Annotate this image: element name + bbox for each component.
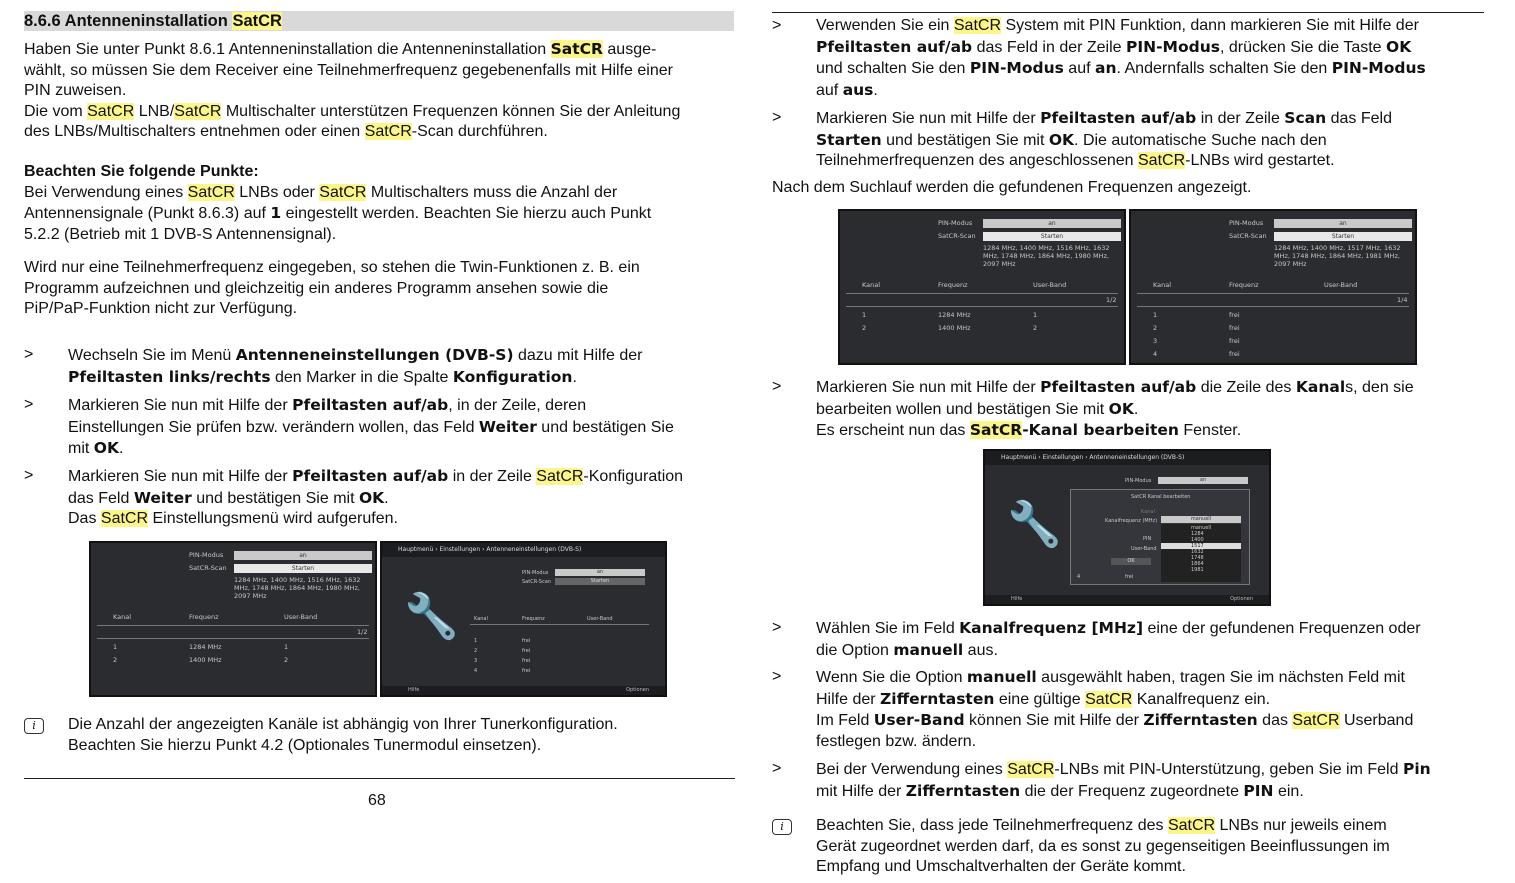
scan-label: SatCR-Scan <box>189 564 227 572</box>
step-item: > Wenn Sie die Option manuell ausgewählt haben, tragen Sie im nächsten Feld mit Hilfe der Zifferntasten eine gültige SatCR Kanalfrequenz ein. Im Feld User-Band können Sie mit Hilfe der Zifferntasten das SatCR Userband festlegen bzw. ändern. <box>772 668 1414 750</box>
screenshot-channel-edit: Hauptmenü › Einstellungen › Antenneneinstellungen (DVB-S) 🔧 PIN-Modus an SatCR Kanal bearbeiten Kanal Kanalfrequenz (MHz) manuell PIN User-Band OK manuell 1284 1400 1517 1632 1748 1864 1981 4 frei Hilfe Optionen <box>983 449 1271 606</box>
breadcrumb: Hauptmenü › Einstellungen › Antenneneinstellungen (DVB-S) <box>985 451 1269 465</box>
freq-text: 2097 MHz <box>234 592 267 600</box>
pin-mode-label: PIN-Modus <box>189 551 224 559</box>
table-cell: 2 <box>284 656 289 664</box>
info-note: i Die Anzahl der angezeigten Kanäle ist abhängig von Ihrer Tunerkonfiguration. Beachten Sie hierzu Punkt 4.2 (Optionales Tunermodul einsetzen). <box>24 715 739 756</box>
breadcrumb: Hauptmenü › Einstellungen › Antenneneinstellungen (DVB-S) <box>382 543 665 557</box>
table-cell: 1400 MHz <box>189 656 222 664</box>
paragraph-notes: Beachten Sie folgende Punkte: Bei Verwendung eines SatCR LNBs oder SatCR Multischalters muss die Anzahl der Antennensignale (Punkt 8.6.3) auf 1 eingestellt werden. Beachten Sie hierzu auch Punkt 5.2.2 (Betrieb mit 1 DVB-S Antennensignal). <box>24 163 652 243</box>
col-header: Frequenz <box>189 613 219 621</box>
paragraph-intro: Haben Sie unter Punkt 8.6.1 Antenneninstallation die Antenneninstallation SatCR ausge- wählt, so müssen Sie dem Receiver eine Teilnehmerfrequenz gegebenenfalls mit Hilfe einer PIN zuweisen. Die vom SatCR LNB/SatCR Multischalter unterstützen Frequenzen können Sie der Anleitung des LNBs/Multischalters entnehmen oder einen SatCR-Scan durchführen. <box>24 40 681 140</box>
screenshot-antenna-settings: Hauptmenü › Einstellungen › Antenneneinstellungen (DVB-S) 🔧 PIN-Modus an SatCR-Scan Starten Kanal Frequenz User-Band 1 frei 2 frei 3 frei 4 frei Hilfe Optionen <box>380 541 667 697</box>
scan-button: Starten <box>234 564 372 573</box>
step-item: > Markieren Sie nun mit Hilfe der Pfeiltasten auf/ab in der Zeile Scan das Feld Starten und bestätigen Sie mit OK. Die automatische Suche nach den Teilnehmerfrequenzen des angeschlossenen SatCR-LNBs wird gestartet. <box>772 109 1392 169</box>
screenshot-scan-result-b: PIN-Modus an SatCR-Scan Starten 1284 MHz, 1400 MHz, 1517 MHz, 1632 MHz, 1748 MHz, 1864 MHz, 1981 MHz, 2097 MHz Kanal Frequenz User-Band 1/4 1 frei 2 frei 3 frei 4 frei <box>1129 209 1417 365</box>
footer-rule <box>24 778 735 779</box>
wrench-icon: 🔧 <box>1007 499 1062 550</box>
table-cell: 1 <box>284 643 289 651</box>
page-indicator: 1/2 <box>357 628 368 636</box>
freq-text: MHz, 1748 MHz, 1864 MHz, 1980 MHz, <box>234 584 360 592</box>
page-number: 68 <box>368 792 386 809</box>
step-item: > Verwenden Sie ein SatCR System mit PIN Funktion, dann markieren Sie mit Hilfe der Pfeiltasten auf/ab das Feld in der Zeile PIN-Modus, drücken Sie die Taste OK und schalten Sie den PIN-Modus auf an. Andernfalls schalten Sie den PIN-Modus auf aus. <box>772 17 1426 99</box>
step-item: > Markieren Sie nun mit Hilfe der Pfeiltasten auf/ab in der Zeile SatCR-Konfiguration das Feld Weiter und bestätigen Sie mit OK. Das SatCR Einstellungsmenü wird aufgerufen. <box>24 467 684 527</box>
wrench-icon: 🔧 <box>404 591 459 642</box>
step-item: > Markieren Sie nun mit Hilfe der Pfeiltasten auf/ab die Zeile des Kanals, den sie bearbeiten wollen und bestätigen Sie mit OK. Es erscheint nun das SatCR-Kanal bearbeiten Fenster. <box>772 378 1414 439</box>
info-note: i Beachten Sie, dass jede Teilnehmerfrequenz des SatCR LNBs nur jeweils einem Gerät zugeordnet werden darf, da es sonst zu gegenseitigen Beeinflussungen im Empfang und Umschaltverhalten der Geräte kommt. <box>772 816 1492 878</box>
step-item: > Wählen Sie im Feld Kanalfrequenz [MHz] eine der gefundenen Frequenzen oder die Option manuell aus. <box>772 619 1421 659</box>
table-cell: 1 <box>113 643 118 651</box>
info-icon: i <box>24 718 44 734</box>
table-cell: 2 <box>113 656 118 664</box>
frequency-dropdown: manuell 1284 1400 1517 1632 1748 1864 1981 <box>1161 524 1241 582</box>
step-item: > Wechseln Sie im Menü Antenneneinstellungen (DVB-S) dazu mit Hilfe der Pfeiltasten links/rechts den Marker in die Spalte Konfiguration. <box>24 346 643 386</box>
step-item: > Bei der Verwendung eines SatCR-LNBs mit PIN-Unterstützung, geben Sie im Feld Pin mit Hilfe der Zifferntasten die der Frequenz zugeordnete PIN ein. <box>772 760 1431 800</box>
col-header: Kanal <box>113 613 132 621</box>
info-icon: i <box>772 819 792 835</box>
step-item: > Markieren Sie nun mit Hilfe der Pfeiltasten auf/ab, in der Zeile, deren Einstellungen Sie prüfen bzw. verändern wollen, das Feld Weiter und bestätigen Sie mit OK. <box>24 396 674 457</box>
table-cell: 1284 MHz <box>189 643 222 651</box>
header-rule <box>772 12 1484 13</box>
freq-text: 1284 MHz, 1400 MHz, 1516 MHz, 1632 <box>234 576 361 584</box>
screenshot-satcr-scan <box>89 541 377 697</box>
paragraph-after-scan: Nach dem Suchlauf werden die gefundenen Frequenzen angezeigt. <box>772 179 1252 196</box>
pin-mode-field: an <box>234 551 372 560</box>
section-heading: 8.6.6 Antenneninstallation SatCR <box>24 11 734 31</box>
screenshot-scan-result-a: PIN-Modus an SatCR-Scan Starten 1284 MHz, 1400 MHz, 1516 MHz, 1632 MHz, 1748 MHz, 1864 MHz, 1980 MHz, 2097 MHz Kanal Frequenz User-Band 1/2 1 1284 MHz 1 2 1400 MHz 2 <box>838 209 1126 365</box>
paragraph-twin: Wird nur eine Teilnehmerfrequenz eingegeben, so stehen die Twin-Funktionen z. B. ein Programm aufzeichnen und gleichzeitig ein anderes Programm ansehen sowie die PiP/PaP-Funktion nicht zur Verfügung. <box>24 259 640 317</box>
col-header: User-Band <box>284 613 318 621</box>
edit-dialog: SatCR Kanal bearbeiten Kanal Kanalfrequenz (MHz) manuell PIN User-Band OK manuell 1284 1400 1517 1632 1748 1864 1981 <box>1070 489 1250 585</box>
